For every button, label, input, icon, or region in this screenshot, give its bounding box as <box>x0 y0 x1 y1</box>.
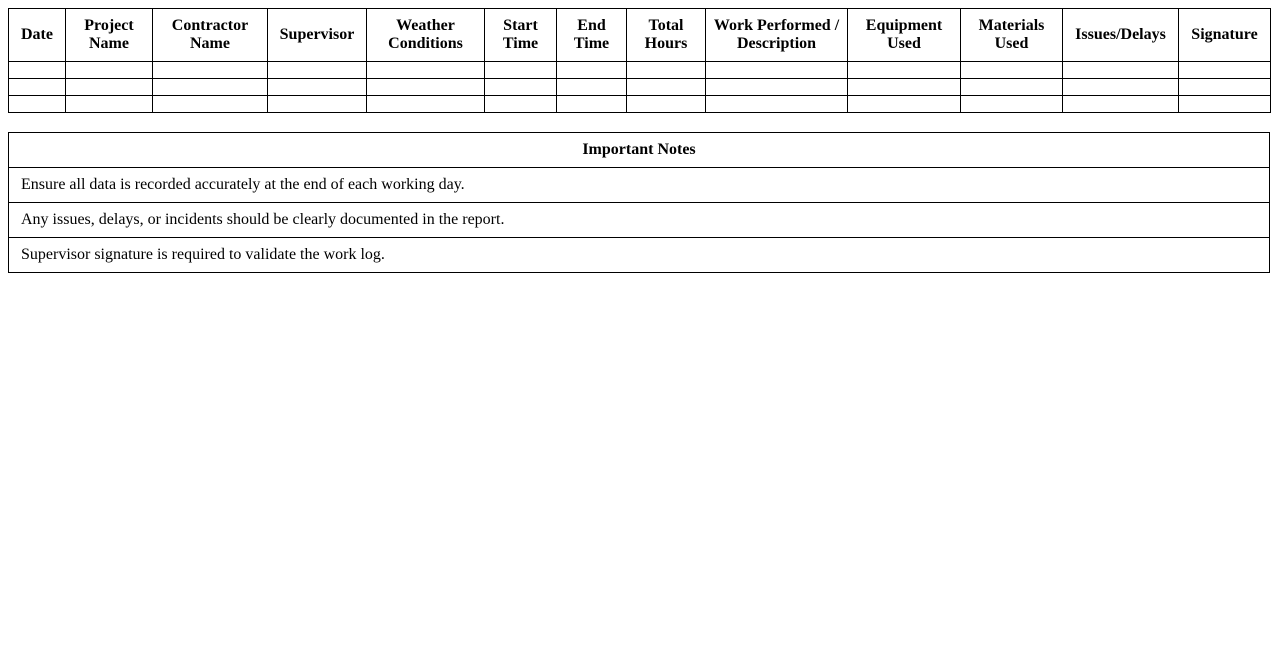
table-cell[interactable] <box>9 79 66 96</box>
header-end-time: End Time <box>557 9 627 62</box>
table-cell[interactable] <box>706 62 848 79</box>
table-cell[interactable] <box>848 96 961 113</box>
table-cell[interactable] <box>848 62 961 79</box>
header-weather-conditions: Weather Conditions <box>367 9 485 62</box>
table-cell[interactable] <box>66 96 153 113</box>
header-work-performed: Work Performed / Description <box>706 9 848 62</box>
table-cell[interactable] <box>557 62 627 79</box>
table-row <box>9 96 1271 113</box>
table-cell[interactable] <box>557 96 627 113</box>
table-cell[interactable] <box>66 79 153 96</box>
table-cell[interactable] <box>268 62 367 79</box>
table-cell[interactable] <box>1063 79 1179 96</box>
work-log-table <box>8 8 1271 113</box>
table-cell[interactable] <box>961 96 1063 113</box>
table-row <box>9 62 1271 79</box>
table-cell[interactable] <box>627 62 706 79</box>
notes-row <box>9 203 1270 238</box>
notes-header-row <box>9 133 1270 168</box>
table-cell[interactable] <box>1063 62 1179 79</box>
table-cell[interactable] <box>1179 79 1271 96</box>
table-cell[interactable] <box>268 96 367 113</box>
header-date: Date <box>9 9 66 62</box>
header-project-name: Project Name <box>66 9 153 62</box>
table-cell[interactable] <box>557 79 627 96</box>
notes-row <box>9 238 1270 273</box>
table-cell[interactable] <box>9 96 66 113</box>
notes-row <box>9 168 1270 203</box>
table-cell[interactable] <box>1179 62 1271 79</box>
note-item: Any issues, delays, or incidents should be clearly documented in the report. <box>9 203 1270 238</box>
notes-title: Important Notes <box>9 133 1270 168</box>
header-equipment-used: Equipment Used <box>848 9 961 62</box>
table-cell[interactable] <box>268 79 367 96</box>
note-item: Supervisor signature is required to validate the work log. <box>9 238 1270 273</box>
table-cell[interactable] <box>485 96 557 113</box>
header-signature: Signature <box>1179 9 1271 62</box>
header-supervisor: Supervisor <box>268 9 367 62</box>
important-notes-table <box>8 132 1270 273</box>
table-header-row <box>9 9 1271 62</box>
table-cell[interactable] <box>367 96 485 113</box>
table-row <box>9 79 1271 96</box>
table-cell[interactable] <box>367 62 485 79</box>
header-total-hours: Total Hours <box>627 9 706 62</box>
header-issues-delays: Issues/Delays <box>1063 9 1179 62</box>
table-cell[interactable] <box>153 79 268 96</box>
table-cell[interactable] <box>627 79 706 96</box>
table-cell[interactable] <box>1063 96 1179 113</box>
table-cell[interactable] <box>66 62 153 79</box>
table-cell[interactable] <box>367 79 485 96</box>
table-cell[interactable] <box>848 79 961 96</box>
table-cell[interactable] <box>153 96 268 113</box>
header-contractor-name: Contractor Name <box>153 9 268 62</box>
table-cell[interactable] <box>153 62 268 79</box>
table-cell[interactable] <box>1179 96 1271 113</box>
table-cell[interactable] <box>627 96 706 113</box>
page-content <box>8 8 1270 273</box>
table-cell[interactable] <box>485 62 557 79</box>
table-cell[interactable] <box>706 79 848 96</box>
table-cell[interactable] <box>961 62 1063 79</box>
header-materials-used: Materials Used <box>961 9 1063 62</box>
table-cell[interactable] <box>706 96 848 113</box>
table-cell[interactable] <box>9 62 66 79</box>
table-cell[interactable] <box>485 79 557 96</box>
note-item: Ensure all data is recorded accurately at the end of each working day. <box>9 168 1270 203</box>
header-start-time: Start Time <box>485 9 557 62</box>
table-body <box>9 62 1271 113</box>
table-cell[interactable] <box>961 79 1063 96</box>
